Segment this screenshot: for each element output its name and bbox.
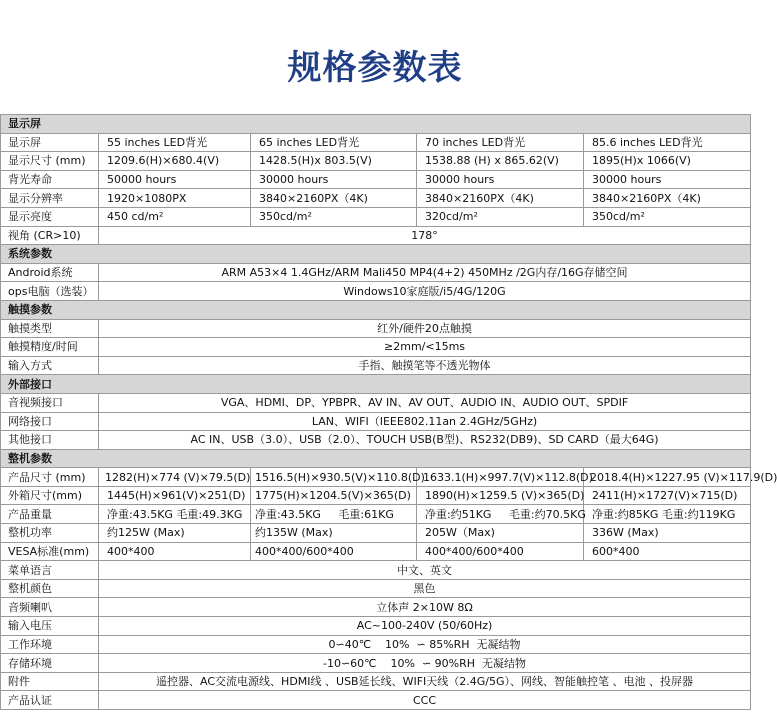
row-label: 音频喇叭 bbox=[1, 598, 99, 617]
cell-value: 70 inches LED背光 bbox=[417, 133, 584, 152]
cell-value: 约135W (Max) bbox=[251, 524, 417, 543]
table-row bbox=[1, 207, 751, 226]
table-row bbox=[1, 561, 751, 580]
row-label: 输入电压 bbox=[1, 617, 99, 636]
cell-value: 中文、英文 bbox=[99, 561, 751, 580]
cell-value: 遥控器、AC交流电源线、HDMI线 、USB延长线、WIFI天线（2.4G/5G）、网线、智能触控笔 、电池 、投屏器 bbox=[99, 672, 751, 691]
cell-value: CCC bbox=[99, 691, 751, 710]
section-title: 系统参数 bbox=[1, 245, 751, 264]
row-label: 产品尺寸 (mm) bbox=[1, 468, 99, 487]
row-label: 菜单语言 bbox=[1, 561, 99, 580]
table-row bbox=[1, 617, 751, 636]
table-row bbox=[1, 170, 751, 189]
cell-value: 手指、触摸笔等不透光物体 bbox=[99, 356, 751, 375]
row-label: 附件 bbox=[1, 672, 99, 691]
table-row bbox=[1, 189, 751, 208]
row-label: 整机功率 bbox=[1, 524, 99, 543]
cell-value: 净重:约85KG 毛重:约119KG bbox=[584, 505, 751, 524]
cell-value: 55 inches LED背光 bbox=[99, 133, 251, 152]
cell-value: 净重:约51KG 毛重:约70.5KG bbox=[417, 505, 584, 524]
table-row bbox=[1, 319, 751, 338]
cell-value: 0∽40℃ 10% ∽ 85%RH 无凝结物 bbox=[99, 635, 751, 654]
section-header-machine bbox=[1, 449, 751, 468]
cell-value: 400*400/600*400 bbox=[417, 542, 584, 561]
table-row bbox=[1, 672, 751, 691]
cell-value: 1428.5(H)x 803.5(V) bbox=[251, 152, 417, 171]
row-label: 产品重量 bbox=[1, 505, 99, 524]
spec-table-body bbox=[1, 115, 777, 710]
section-header-touch bbox=[1, 300, 751, 319]
cell-value: 1282(H)×774 (V)×79.5(D) bbox=[99, 468, 251, 487]
cell-value: 30000 hours bbox=[584, 170, 751, 189]
table-row bbox=[1, 356, 751, 375]
page-title: 规格参数表 bbox=[287, 48, 463, 88]
cell-value: 65 inches LED背光 bbox=[251, 133, 417, 152]
row-label: 显示分辨率 bbox=[1, 189, 99, 208]
row-label: 产品认证 bbox=[1, 691, 99, 710]
cell-value: ARM A53×4 1.4GHz/ARM Mali450 MP4(4+2) 450MHz /2G内存/16G存储空间 bbox=[99, 263, 751, 282]
table-row bbox=[1, 524, 751, 543]
cell-value: ≥2mm/<15ms bbox=[99, 338, 751, 357]
cell-value: 1633.1(H)×997.7(V)×112.8(D) bbox=[417, 468, 584, 487]
row-label: ops电脑（选装） bbox=[1, 282, 99, 301]
section-title: 触摸参数 bbox=[1, 300, 751, 319]
cell-value: 1895(H)x 1066(V) bbox=[584, 152, 751, 171]
cell-value: 3840×2160PX（4K) bbox=[584, 189, 751, 208]
cell-value: 320cd/m² bbox=[417, 207, 584, 226]
cell-value: 净重:43.5KG 毛重:49.3KG bbox=[99, 505, 251, 524]
section-header-display bbox=[1, 115, 751, 134]
row-label: 视角 (CR>10) bbox=[1, 226, 99, 245]
table-row bbox=[1, 468, 751, 487]
cell-value: 1516.5(H)×930.5(V)×110.8(D) bbox=[251, 468, 417, 487]
cell-value: 1775(H)×1204.5(V)×365(D) bbox=[251, 486, 417, 505]
cell-value: 1920×1080PX bbox=[99, 189, 251, 208]
cell-value: 30000 hours bbox=[251, 170, 417, 189]
row-label: 显示屏 bbox=[1, 133, 99, 152]
row-label: 其他接口 bbox=[1, 431, 99, 450]
row-label: 显示亮度 bbox=[1, 207, 99, 226]
row-label: 背光寿命 bbox=[1, 170, 99, 189]
cell-value: 400*400 bbox=[99, 542, 251, 561]
cell-value: VGA、HDMI、DP、YPBPR、AV IN、AV OUT、AUDIO IN、AUDIO OUT、SPDIF bbox=[99, 393, 751, 412]
table-row bbox=[1, 431, 751, 450]
row-label: 触摸类型 bbox=[1, 319, 99, 338]
row-label: VESA标准(mm) bbox=[1, 542, 99, 561]
table-row bbox=[1, 226, 751, 245]
row-label: Android系统 bbox=[1, 263, 99, 282]
table-row bbox=[1, 282, 751, 301]
cell-value: 1445(H)×961(V)×251(D) bbox=[99, 486, 251, 505]
table-row bbox=[1, 579, 751, 598]
section-header-ports bbox=[1, 375, 751, 394]
cell-value: 1538.88 (H) x 865.62(V) bbox=[417, 152, 584, 171]
cell-value: 黑色 bbox=[99, 579, 751, 598]
table-row bbox=[1, 691, 751, 710]
cell-value: 1209.6(H)×680.4(V) bbox=[99, 152, 251, 171]
cell-value: 1890(H)×1259.5 (V)×365(D) bbox=[417, 486, 584, 505]
row-label: 输入方式 bbox=[1, 356, 99, 375]
cell-value: 3840×2160PX（4K) bbox=[417, 189, 584, 208]
cell-value: 85.6 inches LED背光 bbox=[584, 133, 751, 152]
cell-value: AC~100-240V (50/60Hz) bbox=[99, 617, 751, 636]
row-label: 音视频接口 bbox=[1, 393, 99, 412]
cell-value: 约125W (Max) bbox=[99, 524, 251, 543]
cell-value: Windows10家庭版/i5/4G/120G bbox=[99, 282, 751, 301]
section-header-system bbox=[1, 245, 751, 264]
cell-value: 450 cd/m² bbox=[99, 207, 251, 226]
row-label: 外箱尺寸(mm) bbox=[1, 486, 99, 505]
row-label: 触摸精度/时间 bbox=[1, 338, 99, 357]
row-label: 网络接口 bbox=[1, 412, 99, 431]
row-label: 显示尺寸 (mm) bbox=[1, 152, 99, 171]
table-row bbox=[1, 152, 751, 171]
cell-value: -10∽60℃ 10% ∽ 90%RH 无凝结物 bbox=[99, 654, 751, 673]
cell-value: 净重:43.5KG 毛重:61KG bbox=[251, 505, 417, 524]
cell-value: 350cd/m² bbox=[584, 207, 751, 226]
table-row bbox=[1, 505, 751, 524]
table-row bbox=[1, 654, 751, 673]
table-row bbox=[1, 542, 751, 561]
row-label: 工作环境 bbox=[1, 635, 99, 654]
row-label: 整机颜色 bbox=[1, 579, 99, 598]
table-row bbox=[1, 338, 751, 357]
section-title: 整机参数 bbox=[1, 449, 751, 468]
cell-value: 2018.4(H)×1227.95 (V)×117.9(D) bbox=[584, 468, 751, 487]
table-row bbox=[1, 263, 751, 282]
section-title: 外部接口 bbox=[1, 375, 751, 394]
cell-value: 350cd/m² bbox=[251, 207, 417, 226]
table-row bbox=[1, 486, 751, 505]
table-row bbox=[1, 412, 751, 431]
cell-value: 600*400 bbox=[584, 542, 751, 561]
spec-table bbox=[0, 114, 777, 710]
cell-value: 50000 hours bbox=[99, 170, 251, 189]
cell-value: 336W (Max) bbox=[584, 524, 751, 543]
cell-value: 30000 hours bbox=[417, 170, 584, 189]
cell-value: 2411(H)×1727(V)×715(D) bbox=[584, 486, 751, 505]
table-row bbox=[1, 133, 751, 152]
cell-value: 3840×2160PX（4K) bbox=[251, 189, 417, 208]
section-title: 显示屏 bbox=[1, 115, 751, 134]
cell-value: LAN、WIFI（IEEE802.11an 2.4GHz/5GHz) bbox=[99, 412, 751, 431]
cell-value: 178° bbox=[99, 226, 751, 245]
cell-value: 400*400/600*400 bbox=[251, 542, 417, 561]
cell-value: AC IN、USB（3.0）、USB（2.0）、TOUCH USB(B型)、RS232(DB9)、SD CARD（最大64G) bbox=[99, 431, 751, 450]
table-row bbox=[1, 393, 751, 412]
table-row bbox=[1, 635, 751, 654]
row-label: 存储环境 bbox=[1, 654, 99, 673]
cell-value: 立体声 2×10W 8Ω bbox=[99, 598, 751, 617]
cell-value: 红外/硬件20点触摸 bbox=[99, 319, 751, 338]
cell-value: 205W（Max) bbox=[417, 524, 584, 543]
table-row bbox=[1, 598, 751, 617]
